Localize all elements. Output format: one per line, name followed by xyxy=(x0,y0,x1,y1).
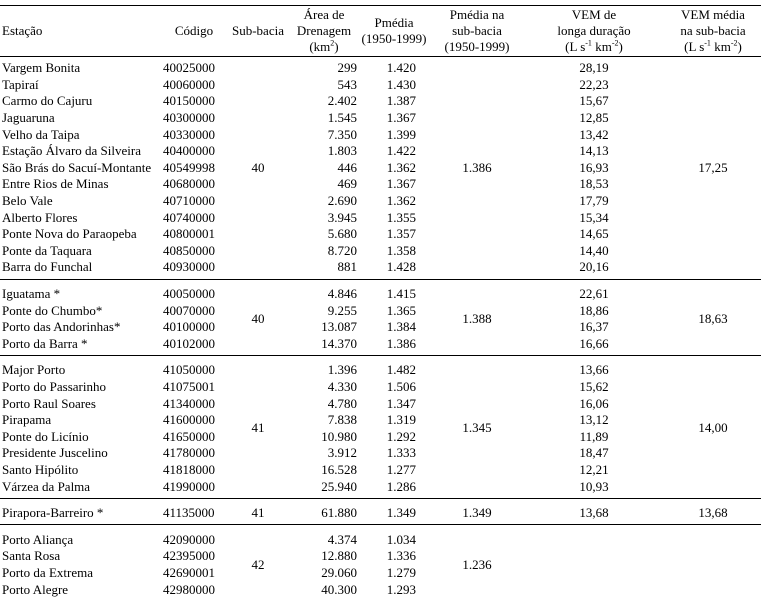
vem-subbacia-cell: 17,25 xyxy=(698,159,728,175)
table-row xyxy=(0,226,761,243)
station-code-cell: 40710000 xyxy=(163,193,215,209)
pmedia-cell: 1.365 xyxy=(386,302,416,318)
station-name-cell: Porto das Andorinhas* xyxy=(2,319,121,335)
station-code-cell: 40070000 xyxy=(163,302,215,318)
station-name-cell: Tapiraí xyxy=(2,76,39,92)
pmedia-cell: 1.384 xyxy=(386,319,416,335)
vem-subbacia-cell: 13,68 xyxy=(698,505,728,521)
vem-cell: 16,93 xyxy=(579,159,609,175)
area-cell: 9.255 xyxy=(327,302,357,318)
vem-cell: 22,61 xyxy=(579,286,609,302)
station-code-cell: 42090000 xyxy=(163,531,215,547)
area-cell: 446 xyxy=(337,159,357,175)
vem-cell: 18,53 xyxy=(579,176,609,192)
subbacia-cell: 40 xyxy=(251,310,265,326)
subbacia-cell: 42 xyxy=(251,556,265,572)
vem-cell: 16,66 xyxy=(579,335,609,351)
station-name-cell: Iguatama * xyxy=(2,286,61,302)
subbacia-cell: 41 xyxy=(251,420,265,436)
station-code-cell: 40740000 xyxy=(163,209,215,225)
pmedia-cell: 1.415 xyxy=(386,286,416,302)
vem-cell: 10,93 xyxy=(579,478,609,494)
table-row xyxy=(0,126,761,143)
col-header-pmedia: Pmédia (1950-1999) xyxy=(357,6,431,57)
pmedia-cell: 1.355 xyxy=(386,209,416,225)
table-row xyxy=(0,362,761,379)
vem-cell: 13,66 xyxy=(579,362,609,378)
station-name-cell: Jaguaruna xyxy=(2,110,55,126)
station-code-cell: 42395000 xyxy=(163,548,215,564)
area-cell: 469 xyxy=(337,176,357,192)
pmedia-cell: 1.277 xyxy=(386,461,416,477)
vem-subbacia-cell: 18,63 xyxy=(698,310,728,326)
pmedia-cell: 1.336 xyxy=(386,548,416,564)
header-row xyxy=(0,6,761,57)
table-row xyxy=(0,193,761,210)
pmedia-subbacia-cell: 1.349 xyxy=(462,505,492,521)
vem-cell: 14,40 xyxy=(579,242,609,258)
pmedia-cell: 1.367 xyxy=(386,176,416,192)
area-cell: 299 xyxy=(337,60,357,76)
station-name-cell: Ponte Nova do Paraopeba xyxy=(2,226,137,242)
station-code-cell: 40102000 xyxy=(163,335,215,351)
table-row xyxy=(0,259,761,276)
table-row xyxy=(0,478,761,495)
station-name-cell: Pirapama xyxy=(2,412,52,428)
table-row xyxy=(0,176,761,193)
vem-cell: 18,47 xyxy=(579,445,609,461)
station-code-cell: 40680000 xyxy=(163,176,215,192)
station-name-cell: Ponte do Licínio xyxy=(2,428,89,444)
station-name-cell: Porto Alegre xyxy=(2,581,69,597)
table-row xyxy=(0,428,761,445)
pmedia-subbacia-cell: 1.386 xyxy=(462,159,492,175)
pmedia-cell: 1.358 xyxy=(386,242,416,258)
pmedia-cell: 1.357 xyxy=(386,226,416,242)
station-code-cell: 40800001 xyxy=(163,226,215,242)
pmedia-cell: 1.420 xyxy=(386,60,416,76)
vem-cell: 16,37 xyxy=(579,319,609,335)
station-code-cell: 40330000 xyxy=(163,126,215,142)
table-row xyxy=(0,548,761,565)
pmedia-cell: 1.430 xyxy=(386,76,416,92)
station-name-cell: Barra do Funchal xyxy=(2,259,93,275)
vem-cell: 13,42 xyxy=(579,126,609,142)
vem-cell: 12,85 xyxy=(579,110,609,126)
pmedia-cell: 1.319 xyxy=(386,412,416,428)
station-code-cell: 40549998 xyxy=(163,159,215,175)
station-code-cell: 40400000 xyxy=(163,143,215,159)
vem-cell: 12,21 xyxy=(579,461,609,477)
area-cell: 3.945 xyxy=(327,209,357,225)
vem-cell: 11,89 xyxy=(579,428,609,444)
pmedia-subbacia-cell: 1.236 xyxy=(462,556,492,572)
area-cell: 4.846 xyxy=(327,286,357,302)
table-body xyxy=(0,57,761,601)
table-row xyxy=(0,336,761,353)
station-name-cell: Ponte do Chumbo* xyxy=(2,302,103,318)
area-cell: 14.370 xyxy=(321,335,357,351)
vem-cell: 14,65 xyxy=(579,226,609,242)
pmedia-cell: 1.399 xyxy=(386,126,416,142)
table-row xyxy=(0,445,761,462)
station-name-cell: Presidente Juscelino xyxy=(2,445,108,461)
pmedia-subbacia-cell: 1.345 xyxy=(462,420,492,436)
stations-table xyxy=(0,5,761,601)
area-cell: 881 xyxy=(337,259,357,275)
pmedia-cell: 1.386 xyxy=(386,335,416,351)
station-name-cell: Belo Vale xyxy=(2,193,53,209)
station-name-cell: Santo Hipólito xyxy=(2,461,79,477)
station-code-cell: 40025000 xyxy=(163,60,215,76)
table-row xyxy=(0,110,761,127)
vem-cell: 15,62 xyxy=(579,378,609,394)
station-name-cell: Alberto Flores xyxy=(2,209,78,225)
pmedia-cell: 1.387 xyxy=(386,93,416,109)
station-code-cell: 41990000 xyxy=(163,478,215,494)
col-header-vem: VEM de longa duração (L $s^{-1}$ $km^{-2}$) xyxy=(523,6,665,57)
pmedia-cell: 1.362 xyxy=(386,159,416,175)
station-code-cell: 41135000 xyxy=(163,505,215,521)
station-name-cell: Porto da Barra * xyxy=(2,335,88,351)
table-row xyxy=(0,505,761,522)
vem-cell: 18,86 xyxy=(579,302,609,318)
station-name-cell: Ponte da Taquara xyxy=(2,242,92,258)
pmedia-cell: 1.349 xyxy=(386,505,416,521)
area-cell: 543 xyxy=(337,76,357,92)
station-code-cell: 40050000 xyxy=(163,286,215,302)
pmedia-cell: 1.034 xyxy=(386,531,416,547)
pmedia-cell: 1.333 xyxy=(386,445,416,461)
vem-cell: 13,12 xyxy=(579,412,609,428)
station-name-cell: Porto da Extrema xyxy=(2,564,93,580)
area-cell: 2.402 xyxy=(327,93,357,109)
vem-cell: 16,06 xyxy=(579,395,609,411)
table-row xyxy=(0,395,761,412)
area-cell: 8.720 xyxy=(327,242,357,258)
table-row xyxy=(0,379,761,396)
vem-cell: 17,79 xyxy=(579,193,609,209)
col-header-vem-subbacia: VEM média na sub-bacia (L $s^{-1}$ $km^{-2}$) xyxy=(665,6,761,57)
station-name-cell: Major Porto xyxy=(2,362,66,378)
pmedia-cell: 1.362 xyxy=(386,193,416,209)
station-name-cell: Velho da Taipa xyxy=(2,126,80,142)
station-code-cell: 40300000 xyxy=(163,110,215,126)
table-row xyxy=(0,243,761,260)
station-code-cell: 41075001 xyxy=(163,378,215,394)
table-row xyxy=(0,143,761,160)
vem-cell: 22,23 xyxy=(579,76,609,92)
col-header-pmedia-subbacia: Pmédia na sub-bacia (1950-1999) xyxy=(431,6,523,57)
table-row xyxy=(0,412,761,429)
area-cell: 3.912 xyxy=(327,445,357,461)
vem-cell: 14,13 xyxy=(579,143,609,159)
pmedia-cell: 1.279 xyxy=(386,564,416,580)
subbacia-cell: 41 xyxy=(251,505,265,521)
pmedia-subbacia-cell: 1.388 xyxy=(462,310,492,326)
station-code-cell: 41600000 xyxy=(163,412,215,428)
table-row xyxy=(0,565,761,582)
pmedia-cell: 1.293 xyxy=(386,581,416,597)
vem-cell xyxy=(523,581,665,598)
area-cell: 7.350 xyxy=(327,126,357,142)
table-row xyxy=(0,462,761,479)
station-name-cell: Carmo do Cajuru xyxy=(2,93,93,109)
col-header-estacao: Estação xyxy=(0,6,163,57)
pmedia-cell: 1.422 xyxy=(386,143,416,159)
area-cell: 10.980 xyxy=(321,428,357,444)
vem-cell: 15,34 xyxy=(579,209,609,225)
table-row xyxy=(0,209,761,226)
vem-cell: 20,16 xyxy=(579,259,609,275)
table-row xyxy=(0,160,761,177)
area-cell: 16.528 xyxy=(321,461,357,477)
area-cell: 1.545 xyxy=(327,110,357,126)
col-header-codigo: Código xyxy=(163,6,225,57)
pmedia-cell: 1.428 xyxy=(386,259,416,275)
table-row xyxy=(0,302,761,319)
area-cell: 4.374 xyxy=(327,531,357,547)
pmedia-cell: 1.286 xyxy=(386,478,416,494)
table-row xyxy=(0,77,761,94)
station-code-cell: 41780000 xyxy=(163,445,215,461)
station-name-cell: São Brás do Sacuí-Montante xyxy=(2,159,152,175)
station-name-cell: Entre Rios de Minas xyxy=(2,176,109,192)
table-row xyxy=(0,531,761,548)
vem-cell xyxy=(523,565,665,582)
area-cell: 2.690 xyxy=(327,193,357,209)
area-cell: 4.330 xyxy=(327,378,357,394)
station-code-cell: 40850000 xyxy=(163,242,215,258)
station-name-cell: Porto do Passarinho xyxy=(2,378,106,394)
pmedia-cell: 1.367 xyxy=(386,110,416,126)
table-row xyxy=(0,93,761,110)
station-code-cell: 40100000 xyxy=(163,319,215,335)
station-name-cell: Porto Raul Soares xyxy=(2,395,96,411)
vem-cell: 13,68 xyxy=(579,505,609,521)
station-code-cell: 42690001 xyxy=(163,564,215,580)
col-header-subbacia: Sub-bacia xyxy=(225,6,291,57)
pmedia-cell: 1.292 xyxy=(386,428,416,444)
vem-subbacia-cell xyxy=(665,531,761,597)
area-cell: 61.880 xyxy=(321,505,357,521)
pmedia-cell: 1.482 xyxy=(386,362,416,378)
station-name-cell: Estação Álvaro da Silveira xyxy=(2,143,141,159)
area-cell: 13.087 xyxy=(321,319,357,335)
pmedia-cell: 1.506 xyxy=(386,378,416,394)
station-code-cell: 41818000 xyxy=(163,461,215,477)
vem-cell xyxy=(523,531,665,548)
station-name-cell: Porto Aliança xyxy=(2,531,74,547)
vem-subbacia-cell: 14,00 xyxy=(698,420,728,436)
table-row xyxy=(0,581,761,598)
station-code-cell: 40150000 xyxy=(163,93,215,109)
station-name-cell: Vargem Bonita xyxy=(2,60,81,76)
area-cell: 5.680 xyxy=(327,226,357,242)
station-name-cell: Pirapora-Barreiro * xyxy=(2,505,104,521)
station-code-cell: 41050000 xyxy=(163,362,215,378)
vem-cell xyxy=(523,548,665,565)
area-cell: 29.060 xyxy=(321,564,357,580)
col-header-area: Área de Drenagem $(km^2)$ xyxy=(291,6,357,57)
table-row xyxy=(0,286,761,303)
station-name-cell: Santa Rosa xyxy=(2,548,61,564)
group-spacer xyxy=(0,598,761,601)
vem-cell: 15,67 xyxy=(579,93,609,109)
area-cell: 25.940 xyxy=(321,478,357,494)
table-row xyxy=(0,60,761,77)
table-row xyxy=(0,319,761,336)
area-cell: 7.838 xyxy=(327,412,357,428)
pmedia-cell: 1.347 xyxy=(386,395,416,411)
area-cell: 4.780 xyxy=(327,395,357,411)
vem-cell: 28,19 xyxy=(579,60,609,76)
station-name-cell: Várzea da Palma xyxy=(2,478,91,494)
subbacia-cell: 40 xyxy=(251,159,265,175)
station-code-cell: 41340000 xyxy=(163,395,215,411)
station-code-cell: 41650000 xyxy=(163,428,215,444)
station-code-cell: 40930000 xyxy=(163,259,215,275)
station-code-cell: 40060000 xyxy=(163,76,215,92)
area-cell: 1.803 xyxy=(327,143,357,159)
area-cell: 12.880 xyxy=(321,548,357,564)
area-cell: 1.396 xyxy=(327,362,357,378)
area-cell: 40.300 xyxy=(321,581,357,597)
station-code-cell: 42980000 xyxy=(163,581,215,597)
